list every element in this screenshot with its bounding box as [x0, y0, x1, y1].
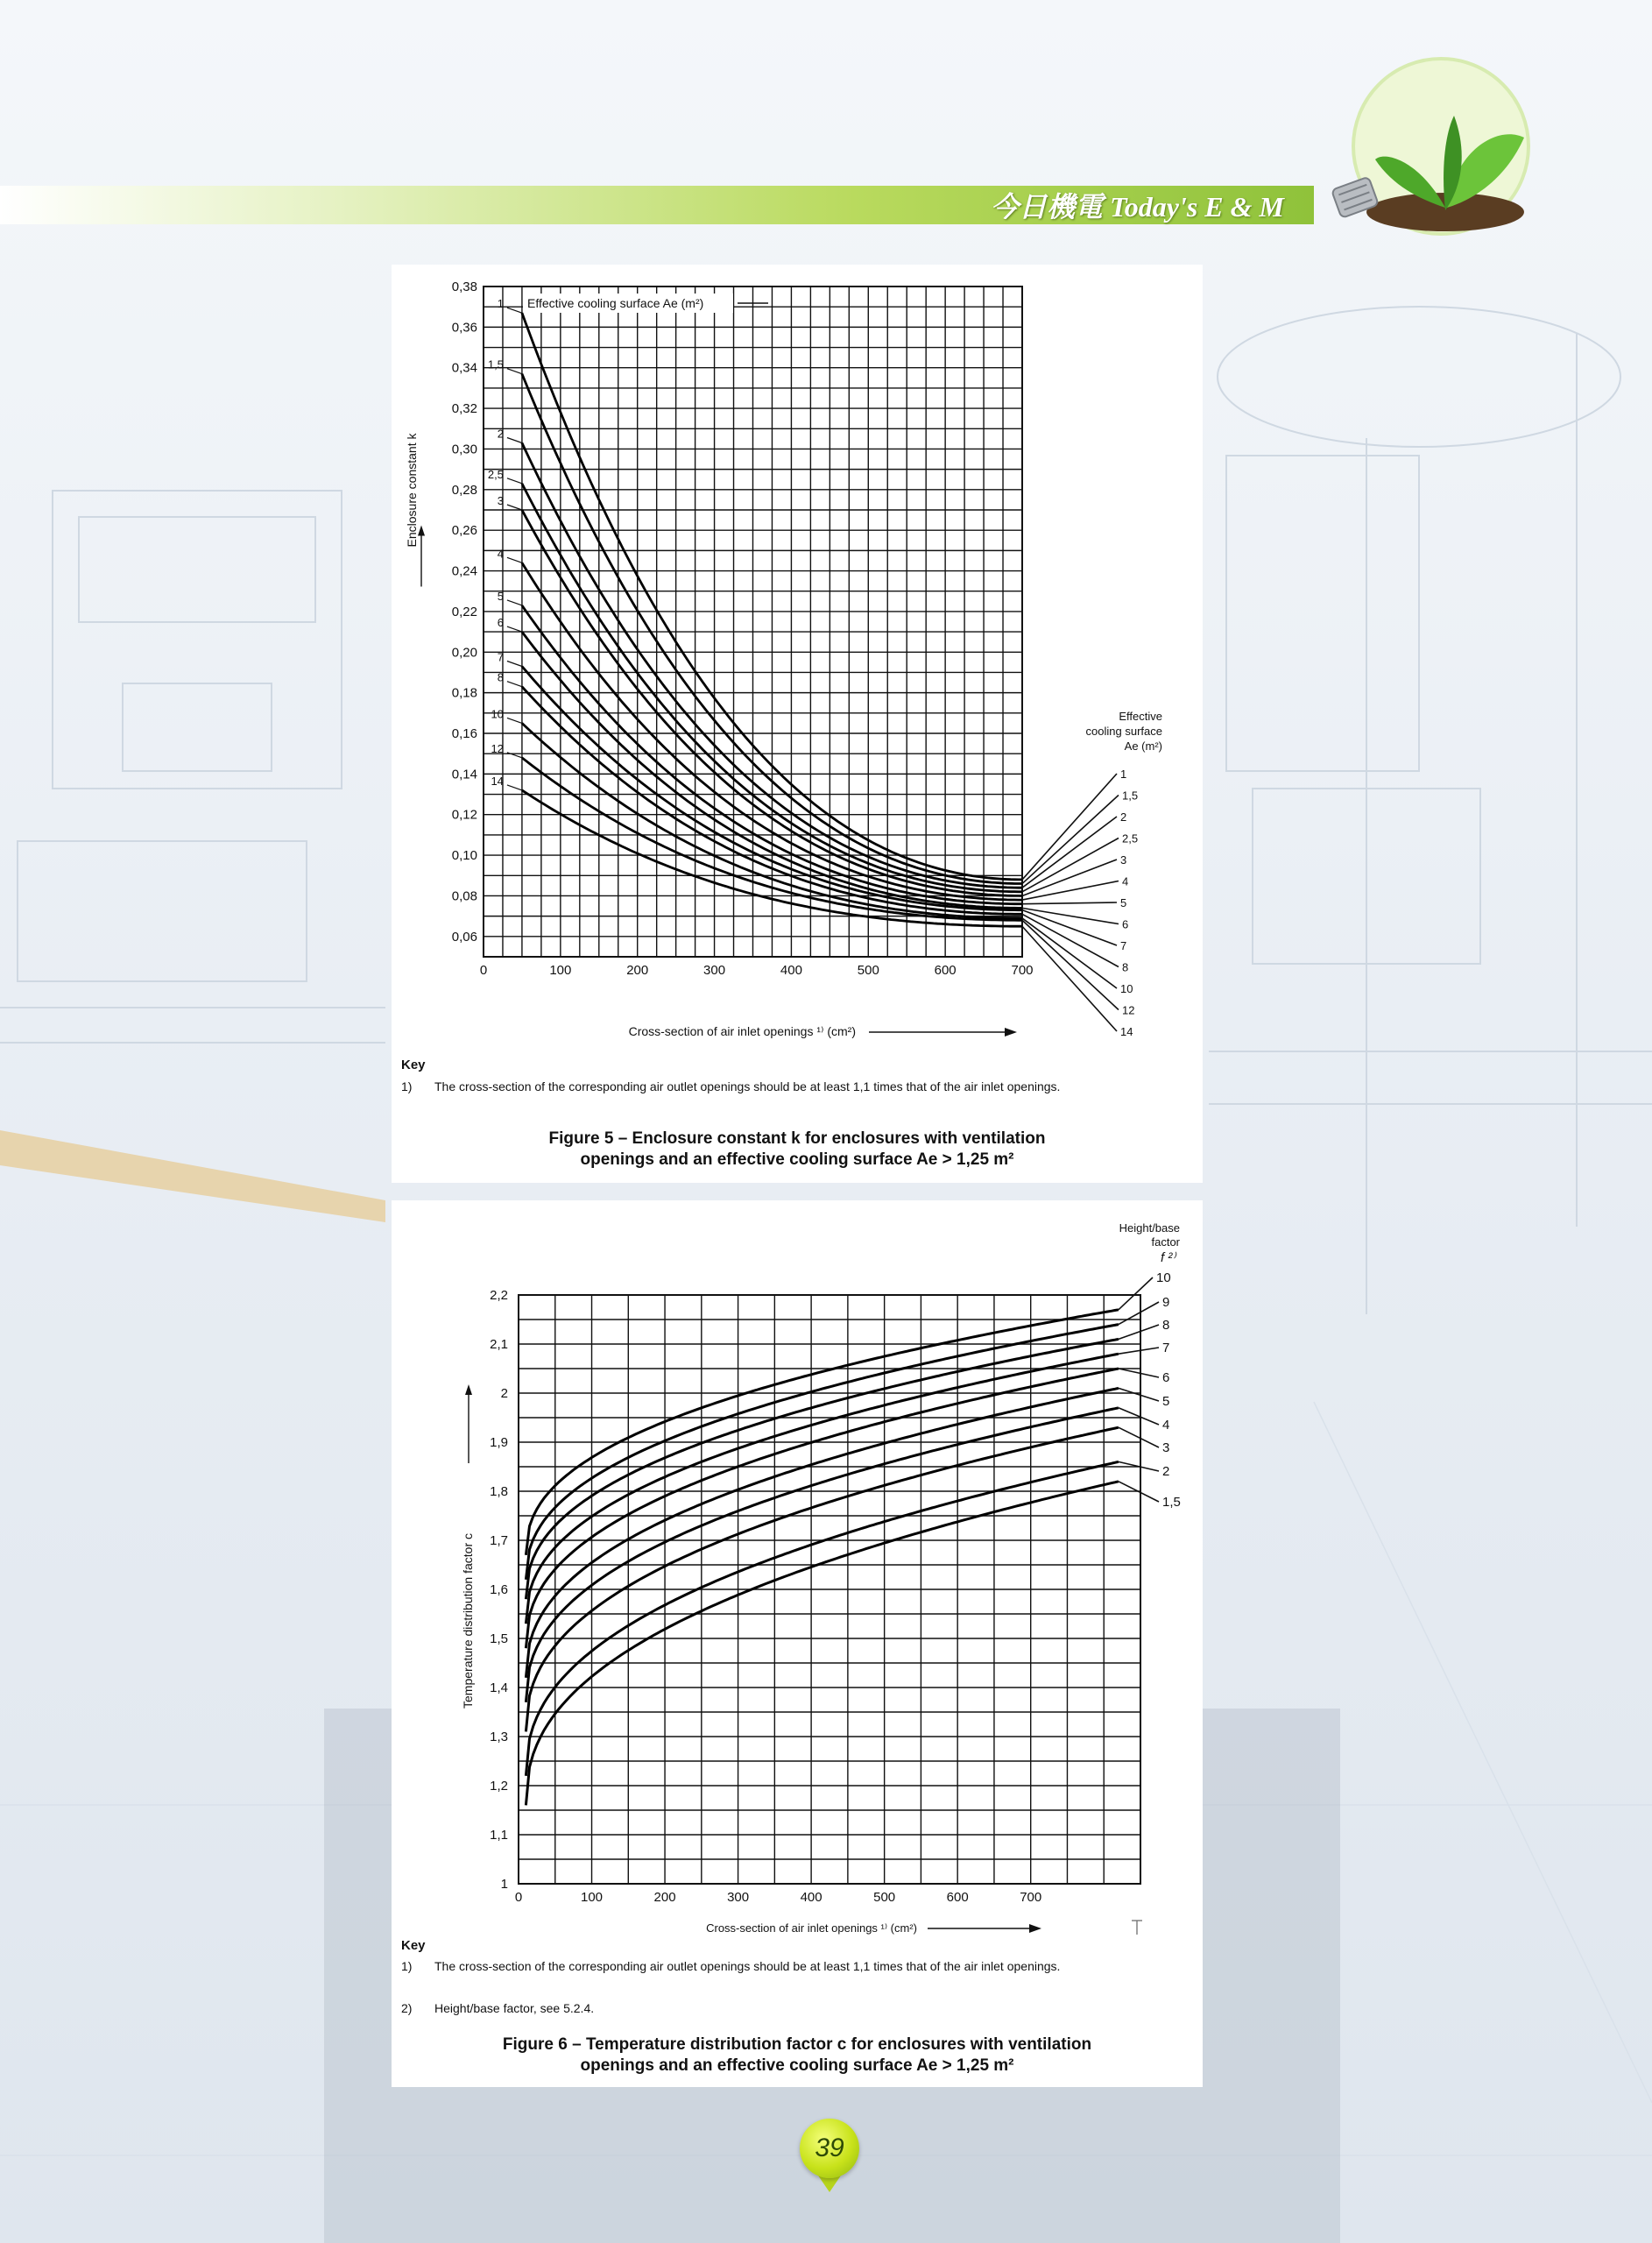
curve-start-label: 12	[491, 741, 504, 755]
figure5-caption-line1: Figure 5 – Enclosure constant k for enclosures with ventilation	[548, 1129, 1046, 1148]
curve-start-label: 1,5	[487, 357, 504, 371]
x-tick-label: 700	[1011, 963, 1034, 978]
curve-end-label: 6	[1122, 917, 1129, 931]
curve-end-label: 2	[1162, 1464, 1170, 1479]
curve-end-leader	[1022, 920, 1119, 1009]
y-tick-label: 1,3	[490, 1730, 508, 1744]
curve-start-label: 3	[497, 494, 504, 507]
curve-label-leader	[507, 369, 522, 374]
curve-end-leader	[1119, 1427, 1159, 1447]
curve-label-leader	[507, 718, 522, 723]
y-tick-label: 1,6	[490, 1582, 508, 1597]
curve-end-label: 12	[1122, 1003, 1135, 1017]
y-tick-label: 0,16	[451, 726, 477, 741]
y-tick-label: 1,4	[490, 1680, 508, 1695]
y-tick-label: 0,36	[451, 320, 477, 336]
figure6-panel	[392, 1200, 1203, 2087]
y-tick-label: 1,1	[490, 1828, 508, 1843]
curve-end-label: 14	[1120, 1025, 1133, 1038]
curve-start-label: 10	[491, 707, 504, 721]
x-tick-label: 200	[653, 1890, 676, 1905]
curve-label-leader	[507, 557, 522, 563]
curve-end-label: 9	[1162, 1295, 1170, 1310]
curve-end-label: 1	[1120, 768, 1127, 781]
curve-end-leader	[1022, 926, 1117, 1031]
curve-end-leader	[1119, 1348, 1159, 1354]
curve-end-label: 4	[1162, 1418, 1170, 1433]
y-tick-label: 0,24	[451, 563, 477, 579]
curve-start-label: 1	[497, 297, 504, 311]
curve-end-label: 4	[1122, 874, 1129, 888]
y-tick-label: 1,8	[490, 1484, 508, 1499]
curve-end-label: 7	[1162, 1341, 1170, 1355]
legend-title-line: Height/base	[1119, 1221, 1180, 1235]
curve-start-label: 2	[497, 427, 504, 441]
figure6-key-item-2	[401, 2001, 1154, 2017]
figure5-inline-title: Effective cooling surface Ae (m²)	[527, 296, 704, 310]
y-tick-label: 0,14	[451, 767, 477, 782]
x-axis-arrow-head	[1005, 1028, 1017, 1037]
curve-label-leader	[507, 505, 522, 510]
figure5-chart	[392, 265, 1203, 1053]
y-tick-label: 1,5	[490, 1631, 508, 1646]
y-tick-label: 0,12	[451, 807, 477, 823]
curve-label-leader	[507, 662, 522, 667]
y-axis-label: Enclosure constant k	[405, 433, 419, 548]
curve-end-leader	[1119, 1325, 1159, 1339]
y-tick-label: 0,08	[451, 888, 477, 904]
figure5-grid	[484, 287, 1022, 957]
curve-start-label: 7	[497, 650, 504, 664]
series-curve-3	[526, 1427, 1119, 1731]
curve-end-leader	[1022, 902, 1117, 904]
y-tick-label: 0,20	[451, 645, 477, 661]
legend-title-line: factor	[1151, 1235, 1180, 1249]
x-tick-label: 500	[857, 963, 879, 978]
curve-end-label: 8	[1122, 960, 1129, 974]
y-tick-label: 0,18	[451, 685, 477, 701]
x-tick-label: 100	[549, 963, 572, 978]
y-axis-label: Temperature distribution factor c	[461, 1533, 475, 1709]
curve-start-label: 2,5	[487, 467, 504, 481]
y-tick-label: 2,2	[490, 1288, 508, 1303]
curve-label-leader	[507, 600, 522, 605]
x-tick-label: 0	[514, 1890, 523, 1905]
figure6-key-item-1	[401, 1959, 1154, 1991]
key-item-number: 2)	[401, 2001, 413, 2015]
legend-title-line: Effective	[1119, 710, 1162, 723]
y-axis-arrow-head	[418, 526, 425, 536]
y-tick-label: 0,38	[451, 279, 477, 294]
y-tick-label: 2	[500, 1386, 508, 1401]
curve-end-label: 8	[1162, 1318, 1170, 1333]
curve-end-label: 1,5	[1162, 1495, 1181, 1510]
curve-label-leader	[507, 308, 522, 313]
y-tick-label: 0,22	[451, 604, 477, 619]
y-tick-label: 1	[500, 1877, 508, 1892]
series-curve-1,5	[526, 1482, 1119, 1806]
x-tick-label: 0	[479, 963, 488, 978]
curve-end-label: 10	[1120, 982, 1133, 995]
y-tick-label: 0,34	[451, 360, 477, 376]
y-tick-label: 1,7	[490, 1533, 508, 1548]
curve-end-leader	[1119, 1277, 1153, 1310]
x-tick-label: 200	[626, 963, 649, 978]
key-item-number: 1)	[401, 1959, 413, 1973]
key-item-text: The cross-section of the corresponding air outlet openings should be at least 1,1 times that of the air inlet openings.	[434, 1959, 1061, 1973]
curve-end-label: 2,5	[1122, 831, 1139, 846]
series-curve-10	[526, 1310, 1119, 1555]
curve-label-leader	[507, 626, 522, 632]
curve-end-leader	[1119, 1388, 1159, 1401]
key-item-number: 1)	[401, 1079, 413, 1093]
curve-end-label: 5	[1162, 1394, 1170, 1409]
figure6-chart	[392, 1200, 1203, 1936]
x-tick-label: 400	[800, 1890, 822, 1905]
figure5-panel	[392, 265, 1203, 1183]
x-tick-label: 300	[727, 1890, 750, 1905]
x-tick-label: 300	[703, 963, 726, 978]
x-tick-label: 700	[1020, 1890, 1042, 1905]
legend-title-line: Ae (m²)	[1124, 739, 1162, 753]
curve-label-leader	[507, 682, 522, 687]
y-axis-arrow-head	[465, 1384, 472, 1395]
y-tick-label: 0,30	[451, 442, 477, 457]
figure6-caption-line2: openings and an effective cooling surface Ae > 1,25 m²	[580, 2056, 1014, 2075]
curve-end-leader	[1119, 1408, 1159, 1425]
curve-end-label: 2	[1120, 810, 1127, 824]
y-tick-label: 0,06	[451, 929, 477, 945]
y-tick-label: 0,10	[451, 848, 477, 864]
curve-end-label: 3	[1120, 853, 1127, 867]
curve-start-label: 8	[497, 670, 504, 684]
curve-end-label: 7	[1120, 939, 1127, 952]
leaf-bulb-logo	[1314, 54, 1559, 256]
legend-title-line: f ²⁾	[1160, 1250, 1175, 1265]
y-tick-label: 1,9	[490, 1435, 508, 1450]
series-curve-7	[526, 1354, 1119, 1624]
curve-end-leader	[1022, 796, 1119, 884]
x-tick-label: 400	[780, 963, 802, 978]
curve-label-leader	[507, 785, 522, 790]
x-axis-arrow-head	[1029, 1924, 1041, 1933]
y-tick-label: 1,2	[490, 1779, 508, 1794]
series-curve-2	[526, 1461, 1119, 1775]
curve-end-leader	[1119, 1369, 1159, 1377]
x-tick-label: 600	[934, 963, 957, 978]
key-item-text: Height/base factor, see 5.2.4.	[434, 2001, 595, 2015]
series-curve-8	[526, 1339, 1119, 1599]
y-tick-label: 2,1	[490, 1337, 508, 1352]
x-axis-label: Cross-section of air inlet openings ¹⁾ (cm²)	[706, 1921, 917, 1935]
y-tick-label: 0,26	[451, 523, 477, 539]
figure5-caption-line2: openings and an effective cooling surface Ae > 1,25 m²	[580, 1150, 1014, 1169]
figure5-key-title: Key	[401, 1058, 426, 1072]
curve-end-leader	[1119, 1302, 1159, 1325]
y-tick-label: 0,28	[451, 482, 477, 498]
x-axis-label: Cross-section of air inlet openings ¹⁾ (cm²)	[628, 1024, 856, 1038]
x-tick-label: 600	[946, 1890, 969, 1905]
curve-start-label: 5	[497, 589, 504, 603]
figure6-key-title: Key	[401, 1938, 426, 1953]
curve-end-label: 10	[1156, 1270, 1171, 1285]
x-tick-label: 100	[581, 1890, 604, 1905]
curve-label-leader	[507, 478, 522, 484]
curve-label-leader	[507, 438, 522, 443]
curve-end-label: 6	[1162, 1370, 1170, 1385]
series-curve-6	[526, 1369, 1119, 1648]
curve-start-label: 14	[491, 774, 504, 788]
magazine-title: 今日機電 Today's E & M	[991, 191, 1284, 223]
curve-end-label: 1,5	[1122, 789, 1139, 803]
figure5-key-item	[401, 1079, 1172, 1111]
curve-end-label: 5	[1120, 896, 1127, 909]
legend-title-line: cooling surface	[1085, 725, 1162, 738]
curve-start-label: 6	[497, 616, 504, 630]
curve-start-label: 4	[497, 547, 504, 561]
figure6-caption-line1: Figure 6 – Temperature distribution factor c for enclosures with ventilation	[502, 2035, 1092, 2054]
key-item-text: The cross-section of the corresponding air outlet openings should be at least 1,1 times that of the air inlet openings.	[434, 1079, 1061, 1093]
page-number: 39	[800, 2119, 859, 2178]
y-tick-label: 0,32	[451, 401, 477, 417]
x-tick-label: 500	[873, 1890, 896, 1905]
curve-end-label: 3	[1162, 1440, 1170, 1455]
